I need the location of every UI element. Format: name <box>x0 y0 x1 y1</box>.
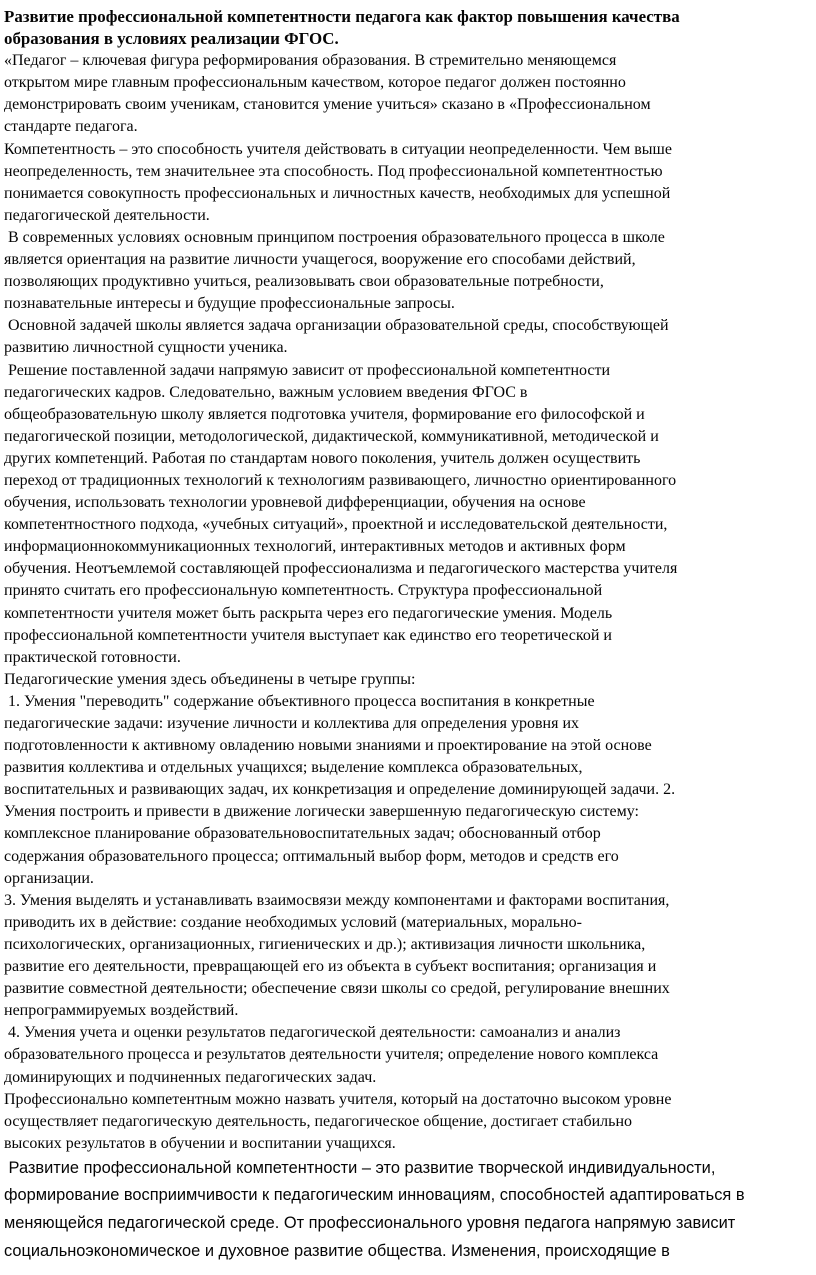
paragraph-9 <box>4 890 812 1023</box>
text-line: осуществляет педагогическую деятельность, педагогическое общение, достигает стабильно <box>4 1112 633 1130</box>
text-line: педагогической деятельности. <box>4 206 210 224</box>
text-line: Развитие профессиональной компетентности педагога как фактор повышения качества <box>4 7 680 26</box>
paragraph-5 <box>4 315 812 359</box>
text-line: стандарте педагога. <box>4 118 138 136</box>
text-line: компетентности учителя может быть раскрыта через его педагогические умения. Модель <box>4 604 613 622</box>
text-line: организации. <box>4 869 94 887</box>
text-line: непрограммируемых воздействий. <box>4 1002 239 1020</box>
text-line: 3. Умения выделять и устанавливать взаимосвязи между компонентами и факторами воспитания, <box>4 891 670 909</box>
text-line: подготовленности к активному овладению новыми знаниями и проектирование на этой основе <box>4 737 652 755</box>
text-line: развитие совместной деятельности; обеспечение связи школы со средой, регулирование внешних <box>4 980 670 998</box>
text-line: профессиональной компетентности учителя выступает как единство его теоретической и <box>4 626 612 644</box>
paragraph-7 <box>4 669 812 691</box>
text-line: социальноэкономическое и духовное развитие общества. Изменения, происходящие в <box>4 1241 670 1260</box>
text-line: практической готовности. <box>4 648 181 666</box>
text-line: развитию личностной сущности ученика. <box>4 339 288 357</box>
paragraph-6 <box>4 360 812 669</box>
text-line: компетентностного подхода, «учебных ситуаций», проектной и исследовательской деятельности, <box>4 516 668 534</box>
text-line: психологических, организационных, гигиенических и др.); активизация личности школьника, <box>4 935 646 953</box>
paragraph-2 <box>4 50 812 138</box>
paragraph-11 <box>4 1089 812 1155</box>
text-line: других компетенций. Работая по стандартам нового поколения, учитель должен осуществить <box>4 449 641 467</box>
text-line: демонстрировать своим ученикам, становится умение учиться» сказано в «Профессиональном <box>4 96 651 114</box>
text-line: переход от традиционных технологий к технологиям развивающего, личностно ориентированного <box>4 471 677 489</box>
text-line: Профессионально компетентным можно назвать учителя, который на достаточно высоком уровне <box>4 1090 672 1108</box>
text-line: неопределенность, тем значительнее эта способность. Под профессиональной компетентностью <box>4 162 663 180</box>
text-line: педагогические задачи: изучение личности и коллектива для определения уровня их <box>4 715 580 732</box>
paragraph-1 <box>4 6 812 50</box>
text-line: является ориентация на развитие личности учащегося, вооружение его способами действий, <box>4 251 636 269</box>
text-line: информационнокоммуникационных технологий, интерактивных методов и активных форм <box>4 538 626 556</box>
paragraph-8 <box>4 691 812 890</box>
text-line: меняющейся педагогической среде. От профессионального уровня педагога напрямую зависит <box>4 1214 736 1233</box>
text-line: 1. Умения "переводить" содержание объективного процесса воспитания в конкретные <box>4 692 595 710</box>
paragraph-10 <box>4 1022 812 1088</box>
text-line: содержания образовательного процесса; оптимальный выбор форм, методов и средств его <box>4 847 619 865</box>
text-line: образования в условиях реализации ФГОС. <box>4 29 339 49</box>
text-line: обучения. Неотъемлемой составляющей профессионализма и педагогического мастерства учителя <box>4 560 678 578</box>
text-line: комплексное планирование образовательновоспитательных задач; обоснованный отбор <box>4 825 601 843</box>
text-line: позволяющих продуктивно учиться, реализовывать свои образовательные потребности, <box>4 273 604 291</box>
text-line: Педагогические умения здесь объединены в четыре группы: <box>4 670 416 688</box>
text-line: развития коллектива и отдельных учащихся; выделение комплекса образовательных, <box>4 759 583 777</box>
text-line: высоких результатов в обучении и воспитании учащихся. <box>4 1134 396 1152</box>
text-line: принято считать его профессиональную компетентность. Структура профессиональной <box>4 582 603 600</box>
text-line: педагогической позиции, методологической, дидактической, коммуникативной, методической и <box>4 427 659 445</box>
text-line: общеобразовательную школу является подготовка учителя, формирование его философской и <box>4 405 645 423</box>
text-line: Основной задачей школы является задача организации образовательной среды, способствующей <box>4 317 669 335</box>
text-line: приводить их в действие: создание необходимых условий (материальных, морально- <box>4 913 582 931</box>
text-line: развитие его деятельности, превращающей его из объекта в субъект воспитания; организация и <box>4 958 657 976</box>
text-line: воспитательных и развивающих задач, их конкретизация и определение доминирующей задачи. 2. <box>4 781 676 799</box>
text-line: «Педагог – ключевая фигура реформирования образования. В стремительно меняющемся <box>4 52 617 70</box>
text-line: открытом мире главным профессиональным качеством, которое педагог должен постоянно <box>4 74 626 92</box>
paragraph-3 <box>4 139 812 227</box>
text-line: педагогических кадров. Следовательно, важным условием введения ФГОС в <box>4 383 528 401</box>
text-line: обучения, использовать технологии уровневой дифференциации, обучения на основе <box>4 494 586 512</box>
paragraph-4 <box>4 227 812 315</box>
text-line: доминирующих и подчиненных педагогических задач. <box>4 1068 377 1086</box>
text-line: Компетентность – это способность учителя действовать в ситуации неопределенности. Чем выше <box>4 140 672 158</box>
text-line: Умения построить и привести в движение логически завершенную педагогическую систему: <box>4 803 639 821</box>
text-line: Развитие профессиональной компетентности – это развитие творческой индивидуальности, <box>4 1158 716 1177</box>
text-line: 4. Умения учета и оценки результатов педагогической деятельности: самоанализ и анализ <box>4 1024 621 1042</box>
text-line: понимается совокупность профессиональных и личностных качеств, необходимых для успешной <box>4 184 671 202</box>
text-line: Решение поставленной задачи напрямую зависит от профессиональной компетентности <box>4 361 611 379</box>
text-line: познавательные интересы и будущие профессиональные запросы. <box>4 295 455 313</box>
paragraph-12 <box>4 1155 812 1265</box>
text-line: В современных условиях основным принципом построения образовательного процесса в школе <box>4 228 665 246</box>
text-line: формирование восприимчивости к педагогическим инновациям, способностей адаптироваться в <box>4 1186 745 1205</box>
text-line: образовательного процесса и результатов деятельности учителя; определение нового комплекса <box>4 1046 659 1064</box>
